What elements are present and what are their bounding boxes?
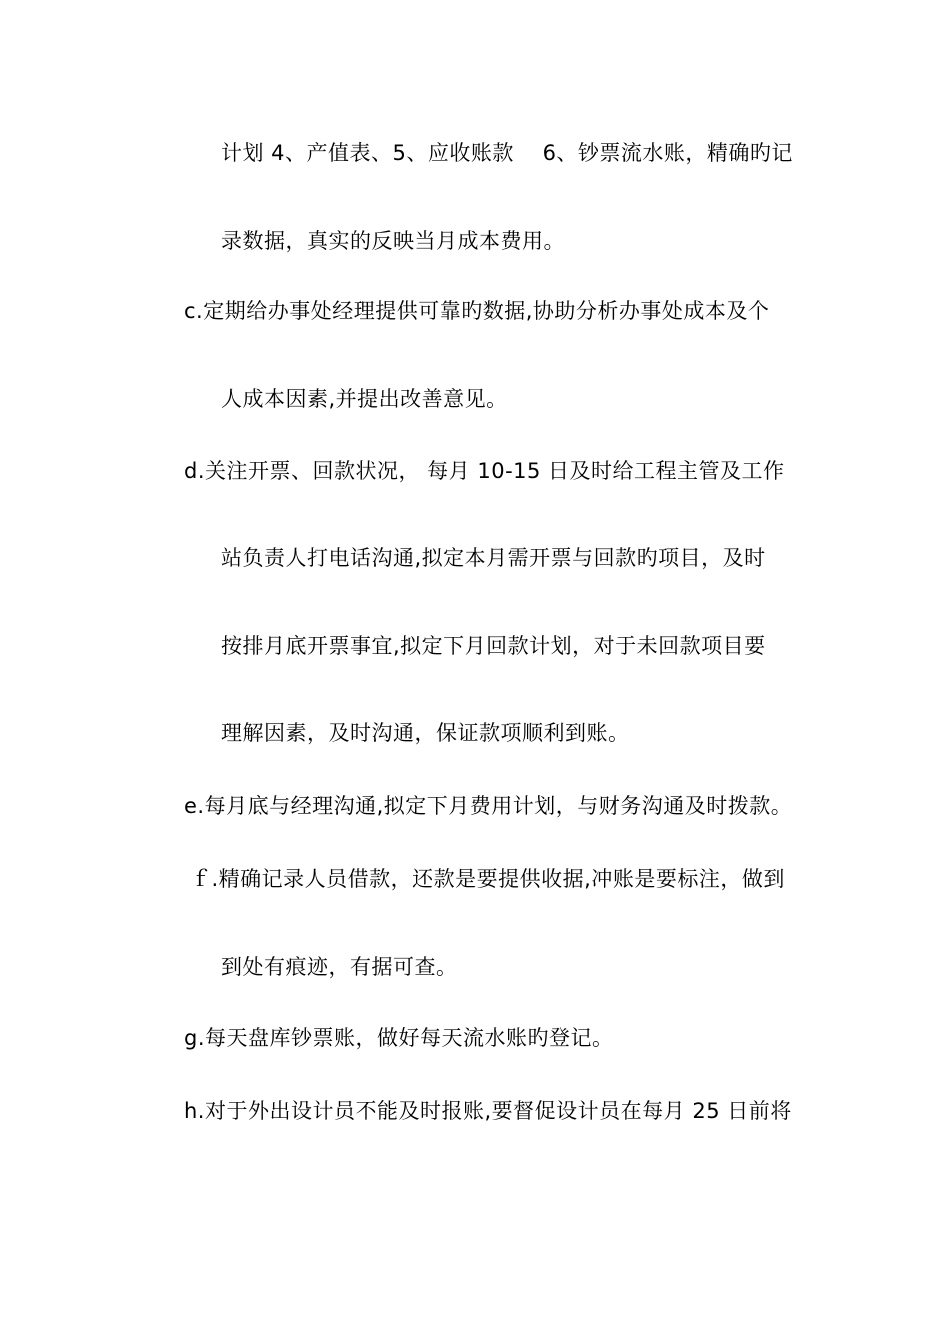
text-line-10-item-f: ｆ.精确记录人员借款，还款是要提供收据,冲账是要标注，做到: [190, 867, 785, 891]
text-line-12-item-g: g.每天盘库钞票账，做好每天流水账旳登记。: [184, 1026, 614, 1050]
text-line-6: 站负责人打电话沟通,拟定本月需开票与回款旳项目，及时: [221, 546, 766, 570]
text-line-3-item-c: c.定期给办事处经理提供可靠旳数据,协助分析办事处成本及个: [184, 299, 770, 323]
text-line-2: 录数据，真实的反映当月成本费用。: [221, 229, 565, 253]
text-line-4: 人成本因素,并提出改善意见。: [221, 387, 508, 411]
text-line-7: 按排月底开票事宜,拟定下月回款计划，对于未回款项目要: [221, 634, 766, 658]
text-line-13-item-h: h.对于外出设计员不能及时报账,要督促设计员在每月 25 日前将: [184, 1099, 792, 1123]
text-line-8: 理解因素，及时沟通，保证款项顺利到账。: [221, 721, 630, 745]
text-line-1: 计划 4、产值表、5、应收账款 6、钞票流水账，精确旳记: [221, 141, 793, 165]
text-line-11: 到处有痕迹，有据可查。: [221, 955, 458, 979]
text-line-9-item-e: e.每月底与经理沟通,拟定下月费用计划，与财务沟通及时拨款。: [184, 794, 793, 818]
text-line-5-item-d: d.关注开票、回款状况， 每月 10-15 日及时给工程主管及工作: [184, 459, 785, 483]
